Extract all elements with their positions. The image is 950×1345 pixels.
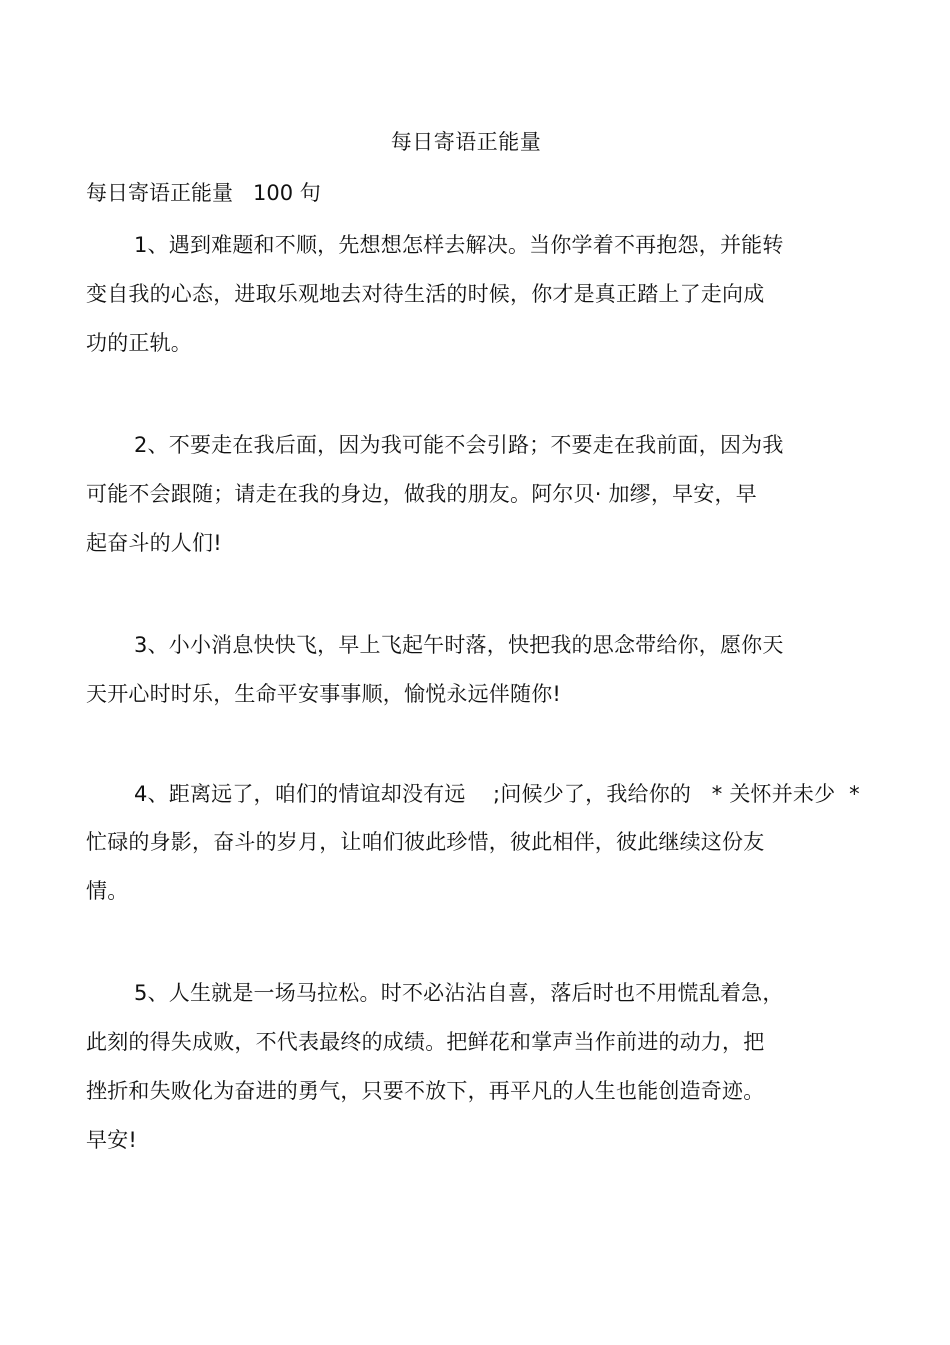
- paragraph-1-line-2: 变自我的心态，进取乐观地去对待生活的时候，你才是真正踏上了走向成: [86, 282, 765, 306]
- paragraph-5-line-1: 5、人生就是一场马拉松。时不必沾沾自喜，落后时也不用慌乱着急，: [134, 981, 784, 1005]
- paragraph-3-line-1: 3、小小消息快快飞，早上飞起午时落，快把我的思念带给你，愿你天: [134, 633, 784, 657]
- paragraph-2-line-2: 可能不会跟随；请走在我的身边，做我的朋友。阿尔贝· 加缪，早安，早: [86, 482, 757, 506]
- paragraph-5-line-3: 挫折和失败化为奋进的勇气，只要不放下，再平凡的人生也能创造奇迹。: [86, 1079, 765, 1103]
- paragraph-2-line-1: 2、不要走在我后面，因为我可能不会引路；不要走在我前面，因为我: [134, 433, 784, 457]
- document-subtitle: 每日寄语正能量 100 句: [86, 181, 321, 205]
- paragraph-1-line-3: 功的正轨。: [86, 331, 192, 355]
- paragraph-4-line-1: 4、距离远了，咱们的情谊却没有远 ;问候少了，我给你的 * 关怀并未少 *: [134, 782, 860, 806]
- paragraph-3-line-2: 天开心时时乐，生命平安事事顺，愉悦永远伴随你!: [86, 682, 562, 706]
- paragraph-5-line-4: 早安!: [86, 1128, 138, 1152]
- paragraph-4-line-3: 情。: [86, 879, 129, 903]
- document-title: 每日寄语正能量: [390, 130, 542, 154]
- paragraph-2-line-3: 起奋斗的人们!: [86, 531, 222, 555]
- paragraph-1-line-1: 1、遇到难题和不顺，先想想怎样去解决。当你学着不再抱怨，并能转: [134, 233, 784, 257]
- paragraph-4-line-2: 忙碌的身影，奋斗的岁月，让咱们彼此珍惜，彼此相伴，彼此继续这份友: [86, 830, 765, 854]
- paragraph-5-line-2: 此刻的得失成败，不代表最终的成绩。把鲜花和掌声当作前进的动力，把: [86, 1030, 765, 1054]
